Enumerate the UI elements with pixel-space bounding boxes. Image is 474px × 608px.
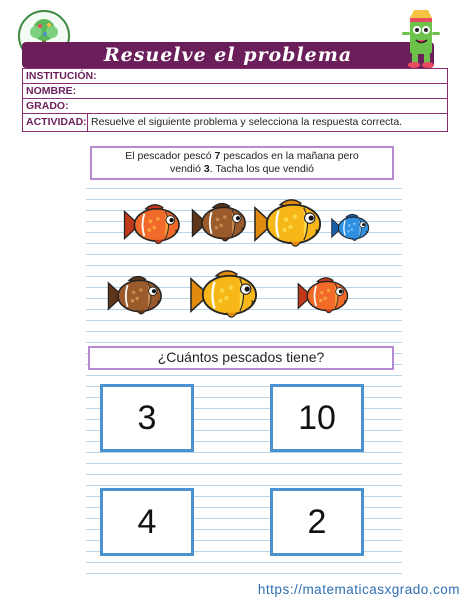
problem-line-2: vendió 3. Tacha los que vendió [169,163,314,175]
actividad-row [23,114,447,131]
student-info-box [22,68,448,132]
answer-option-3[interactable]: 4 [100,488,194,556]
problem-line-1: El pescador pescó 7 pescados en la mañana pero [125,150,359,162]
page-title: Resuelve el problema [103,44,353,66]
pencil-mascot-icon [398,6,446,72]
paper-line [86,573,402,574]
paper-line [86,452,402,453]
paper-line [86,562,402,563]
paper-line [86,342,402,343]
fish-6[interactable] [188,264,262,326]
actividad-label: ACTIVIDAD: [26,116,87,128]
fish-4[interactable] [330,208,372,248]
paper-line [86,375,402,376]
grado-row [23,99,447,114]
actividad-text: Resuelve el siguiente problema y selecciona la respuesta correcta. [91,116,403,128]
nombre-label: NOMBRE: [26,85,77,97]
fish-1[interactable] [122,200,184,250]
fish-3[interactable] [252,194,326,254]
paper-line [86,331,402,332]
institucion-label: INSTITUCIÓN: [26,70,97,82]
answer-option-4[interactable]: 2 [270,488,364,556]
problem-statement [90,146,394,180]
grado-label: GRADO: [26,100,69,112]
fish-7[interactable] [296,272,352,320]
actividad-divider [87,114,88,131]
question-box: ¿Cuántos pescados tiene? [88,346,394,370]
answer-option-1[interactable]: 3 [100,384,194,452]
paper-line [86,188,402,189]
answer-option-2[interactable]: 10 [270,384,364,452]
paper-line [86,485,402,486]
fish-2[interactable] [190,198,250,248]
institucion-row [23,69,447,84]
paper-line [86,254,402,255]
paper-line [86,474,402,475]
paper-line [86,463,402,464]
website-url[interactable]: https://matematicasxgrado.com [257,582,460,597]
fish-5[interactable] [106,270,166,322]
nombre-row [23,84,447,99]
